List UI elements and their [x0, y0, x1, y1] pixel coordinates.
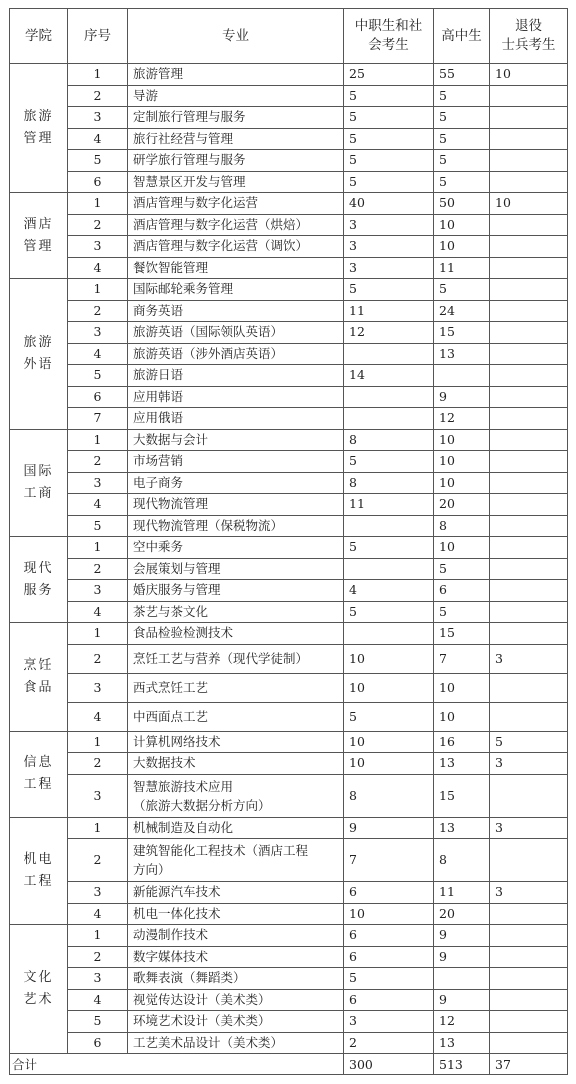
- quota-vocational: 5: [344, 601, 434, 623]
- quota-veteran: [490, 150, 568, 172]
- table-row: [10, 946, 568, 968]
- quota-vocational: [344, 623, 434, 645]
- row-index: 2: [68, 558, 128, 580]
- college-name: 旅游 管理: [10, 64, 68, 193]
- row-index: 1: [68, 64, 128, 86]
- table-row: [10, 1032, 568, 1054]
- row-index: 1: [68, 817, 128, 839]
- major-name: 机电一体化技术: [128, 903, 344, 925]
- row-index: 3: [68, 968, 128, 990]
- table-row: [10, 451, 568, 473]
- quota-highschool: 5: [434, 128, 490, 150]
- header-veteran: 退役 士兵考生: [490, 9, 568, 64]
- quota-highschool: 15: [434, 774, 490, 817]
- quota-highschool: 9: [434, 386, 490, 408]
- total-label: 合计: [10, 1054, 344, 1075]
- table-row: [10, 558, 568, 580]
- row-index: 3: [68, 236, 128, 258]
- table-row: [10, 817, 568, 839]
- quota-highschool: 15: [434, 623, 490, 645]
- quota-highschool: 10: [434, 429, 490, 451]
- total-veteran: 37: [490, 1054, 568, 1075]
- row-index: 6: [68, 386, 128, 408]
- quota-highschool: 10: [434, 451, 490, 473]
- major-name: 茶艺与茶文化: [128, 601, 344, 623]
- quota-vocational: 5: [344, 968, 434, 990]
- header-vocational: 中职生和社 会考生: [344, 9, 434, 64]
- major-name: 现代物流管理（保税物流）: [128, 515, 344, 537]
- quota-vocational: [344, 386, 434, 408]
- quota-veteran: 3: [490, 882, 568, 904]
- major-name: 会展策划与管理: [128, 558, 344, 580]
- header-college: 学院: [10, 9, 68, 64]
- quota-veteran: [490, 472, 568, 494]
- major-name: 研学旅行管理与服务: [128, 150, 344, 172]
- row-index: 1: [68, 537, 128, 559]
- quota-highschool: [434, 968, 490, 990]
- quota-vocational: [344, 343, 434, 365]
- college-name: 信息 工程: [10, 731, 68, 817]
- quota-vocational: 8: [344, 774, 434, 817]
- quota-vocational: 10: [344, 673, 434, 702]
- row-index: 1: [68, 279, 128, 301]
- major-name: 建筑智能化工程技术（酒店工程 方向）: [128, 839, 344, 882]
- quota-veteran: 3: [490, 817, 568, 839]
- row-index: 2: [68, 451, 128, 473]
- quota-vocational: [344, 558, 434, 580]
- quota-highschool: 10: [434, 472, 490, 494]
- quota-vocational: 8: [344, 472, 434, 494]
- table-row: [10, 64, 568, 86]
- table-row: [10, 300, 568, 322]
- quota-highschool: 9: [434, 925, 490, 947]
- quota-veteran: [490, 673, 568, 702]
- quota-vocational: 4: [344, 580, 434, 602]
- quota-highschool: 7: [434, 644, 490, 673]
- row-index: 2: [68, 300, 128, 322]
- quota-vocational: 14: [344, 365, 434, 387]
- major-name: 市场营销: [128, 451, 344, 473]
- college-name: 现代 服务: [10, 537, 68, 623]
- quota-vocational: 10: [344, 903, 434, 925]
- major-name: 旅游日语: [128, 365, 344, 387]
- quota-vocational: 5: [344, 150, 434, 172]
- quota-vocational: 6: [344, 989, 434, 1011]
- quota-highschool: 8: [434, 515, 490, 537]
- quota-veteran: 3: [490, 644, 568, 673]
- quota-vocational: [344, 515, 434, 537]
- quota-vocational: 10: [344, 731, 434, 753]
- table-row: [10, 171, 568, 193]
- row-index: 1: [68, 731, 128, 753]
- major-name: 动漫制作技术: [128, 925, 344, 947]
- header-index: 序号: [68, 9, 128, 64]
- row-index: 1: [68, 429, 128, 451]
- major-name: 西式烹饪工艺: [128, 673, 344, 702]
- quota-vocational: 3: [344, 214, 434, 236]
- quota-veteran: [490, 903, 568, 925]
- table-row: [10, 193, 568, 215]
- quota-veteran: [490, 257, 568, 279]
- quota-veteran: [490, 558, 568, 580]
- quota-vocational: 5: [344, 279, 434, 301]
- college-name: 酒店 管理: [10, 193, 68, 279]
- table-row: [10, 515, 568, 537]
- row-index: 4: [68, 989, 128, 1011]
- quota-vocational: 5: [344, 85, 434, 107]
- college-name: 国际 工商: [10, 429, 68, 537]
- major-name: 计算机网络技术: [128, 731, 344, 753]
- major-name: 机械制造及自动化: [128, 817, 344, 839]
- row-index: 1: [68, 623, 128, 645]
- major-name: 大数据与会计: [128, 429, 344, 451]
- quota-highschool: 10: [434, 214, 490, 236]
- college-name: 机电 工程: [10, 817, 68, 925]
- quota-veteran: [490, 989, 568, 1011]
- quota-veteran: [490, 623, 568, 645]
- quota-vocational: 11: [344, 494, 434, 516]
- table-row: [10, 429, 568, 451]
- major-name: 商务英语: [128, 300, 344, 322]
- quota-highschool: 13: [434, 817, 490, 839]
- quota-highschool: 10: [434, 537, 490, 559]
- row-index: 3: [68, 673, 128, 702]
- table-row: [10, 107, 568, 129]
- quota-veteran: [490, 451, 568, 473]
- quota-highschool: 15: [434, 322, 490, 344]
- major-name: 新能源汽车技术: [128, 882, 344, 904]
- row-index: 2: [68, 85, 128, 107]
- quota-veteran: [490, 214, 568, 236]
- quota-vocational: 5: [344, 702, 434, 731]
- table-row: [10, 537, 568, 559]
- table-row: [10, 601, 568, 623]
- table-row: [10, 644, 568, 673]
- quota-veteran: [490, 300, 568, 322]
- major-name: 数字媒体技术: [128, 946, 344, 968]
- major-name: 中西面点工艺: [128, 702, 344, 731]
- major-name: 酒店管理与数字化运营（调饮）: [128, 236, 344, 258]
- row-index: 3: [68, 882, 128, 904]
- table-row: [10, 343, 568, 365]
- major-name: 国际邮轮乘务管理: [128, 279, 344, 301]
- major-name: 智慧景区开发与管理: [128, 171, 344, 193]
- major-name: 旅行社经营与管理: [128, 128, 344, 150]
- quota-highschool: 9: [434, 946, 490, 968]
- quota-vocational: 3: [344, 236, 434, 258]
- row-index: 2: [68, 214, 128, 236]
- major-name: 定制旅行管理与服务: [128, 107, 344, 129]
- quota-veteran: 3: [490, 753, 568, 775]
- quota-veteran: [490, 236, 568, 258]
- quota-veteran: [490, 537, 568, 559]
- major-name: 旅游英语（国际领队英语）: [128, 322, 344, 344]
- quota-veteran: [490, 1011, 568, 1033]
- row-index: 4: [68, 257, 128, 279]
- total-highschool: 513: [434, 1054, 490, 1075]
- row-index: 6: [68, 171, 128, 193]
- quota-highschool: 5: [434, 107, 490, 129]
- quota-highschool: 5: [434, 601, 490, 623]
- quota-veteran: [490, 386, 568, 408]
- quota-vocational: 10: [344, 644, 434, 673]
- table-row: [10, 150, 568, 172]
- row-index: 3: [68, 472, 128, 494]
- quota-vocational: 3: [344, 257, 434, 279]
- quota-veteran: [490, 107, 568, 129]
- row-index: 2: [68, 753, 128, 775]
- major-name: 智慧旅游技术应用 （旅游大数据分析方向）: [128, 774, 344, 817]
- major-name: 婚庆服务与管理: [128, 580, 344, 602]
- row-index: 4: [68, 494, 128, 516]
- quota-veteran: [490, 128, 568, 150]
- quota-highschool: 10: [434, 236, 490, 258]
- quota-veteran: [490, 1032, 568, 1054]
- table-row: [10, 494, 568, 516]
- college-name: 烹饪 食品: [10, 623, 68, 732]
- major-name: 酒店管理与数字化运营（烘焙）: [128, 214, 344, 236]
- quota-veteran: [490, 580, 568, 602]
- quota-veteran: [490, 429, 568, 451]
- quota-highschool: 50: [434, 193, 490, 215]
- major-name: 酒店管理与数字化运营: [128, 193, 344, 215]
- quota-veteran: [490, 839, 568, 882]
- quota-highschool: 5: [434, 558, 490, 580]
- table-row: [10, 925, 568, 947]
- quota-veteran: [490, 408, 568, 430]
- table-row: [10, 882, 568, 904]
- quota-highschool: 13: [434, 343, 490, 365]
- table-row: [10, 279, 568, 301]
- row-index: 3: [68, 774, 128, 817]
- major-name: 视觉传达设计（美术类）: [128, 989, 344, 1011]
- row-index: 4: [68, 128, 128, 150]
- table-row: [10, 472, 568, 494]
- quota-highschool: 11: [434, 257, 490, 279]
- quota-highschool: 10: [434, 702, 490, 731]
- header-row: [10, 9, 568, 64]
- row-index: 4: [68, 343, 128, 365]
- table-row: [10, 753, 568, 775]
- major-name: 旅游英语（涉外酒店英语）: [128, 343, 344, 365]
- major-name: 现代物流管理: [128, 494, 344, 516]
- major-name: 工艺美术品设计（美术类）: [128, 1032, 344, 1054]
- quota-vocational: 6: [344, 946, 434, 968]
- quota-veteran: [490, 925, 568, 947]
- quota-veteran: [490, 279, 568, 301]
- row-index: 3: [68, 580, 128, 602]
- major-name: 食品检验检测技术: [128, 623, 344, 645]
- quota-vocational: 8: [344, 429, 434, 451]
- major-name: 大数据技术: [128, 753, 344, 775]
- college-name: 文化 艺术: [10, 925, 68, 1054]
- header-highschool: 高中生: [434, 9, 490, 64]
- row-index: 2: [68, 644, 128, 673]
- major-name: 电子商务: [128, 472, 344, 494]
- quota-vocational: 5: [344, 171, 434, 193]
- quota-highschool: 5: [434, 150, 490, 172]
- row-index: 7: [68, 408, 128, 430]
- quota-veteran: [490, 946, 568, 968]
- quota-vocational: 11: [344, 300, 434, 322]
- row-index: 3: [68, 322, 128, 344]
- table-row: [10, 1011, 568, 1033]
- quota-vocational: 40: [344, 193, 434, 215]
- table-row: [10, 731, 568, 753]
- quota-vocational: 7: [344, 839, 434, 882]
- major-name: 餐饮智能管理: [128, 257, 344, 279]
- major-name: 旅游管理: [128, 64, 344, 86]
- quota-vocational: 5: [344, 451, 434, 473]
- quota-vocational: 5: [344, 128, 434, 150]
- quota-veteran: 10: [490, 64, 568, 86]
- quota-veteran: [490, 365, 568, 387]
- quota-veteran: [490, 774, 568, 817]
- quota-highschool: 13: [434, 753, 490, 775]
- row-index: 4: [68, 601, 128, 623]
- table-row: [10, 365, 568, 387]
- quota-highschool: 8: [434, 839, 490, 882]
- quota-highschool: 5: [434, 85, 490, 107]
- quota-highschool: 5: [434, 279, 490, 301]
- table-row: [10, 903, 568, 925]
- table-row: [10, 386, 568, 408]
- row-index: 5: [68, 150, 128, 172]
- quota-vocational: 3: [344, 1011, 434, 1033]
- college-name: 旅游 外语: [10, 279, 68, 430]
- major-name: 空中乘务: [128, 537, 344, 559]
- row-index: 6: [68, 1032, 128, 1054]
- table-row: [10, 702, 568, 731]
- table-row: [10, 257, 568, 279]
- quota-veteran: [490, 601, 568, 623]
- major-name: 应用俄语: [128, 408, 344, 430]
- row-index: 2: [68, 839, 128, 882]
- table-row: [10, 128, 568, 150]
- table-row: [10, 236, 568, 258]
- header-major: 专业: [128, 9, 344, 64]
- quota-vocational: 5: [344, 537, 434, 559]
- row-index: 4: [68, 903, 128, 925]
- enrollment-table-container: [9, 8, 567, 1075]
- table-row: [10, 989, 568, 1011]
- row-index: 5: [68, 365, 128, 387]
- quota-veteran: [490, 171, 568, 193]
- quota-highschool: 11: [434, 882, 490, 904]
- quota-vocational: 25: [344, 64, 434, 86]
- quota-veteran: [490, 343, 568, 365]
- quota-highschool: 6: [434, 580, 490, 602]
- quota-highschool: 20: [434, 494, 490, 516]
- quota-vocational: 5: [344, 107, 434, 129]
- quota-veteran: [490, 702, 568, 731]
- table-row: [10, 623, 568, 645]
- quota-vocational: 6: [344, 925, 434, 947]
- table-row: [10, 85, 568, 107]
- quota-veteran: [490, 494, 568, 516]
- table-row: [10, 673, 568, 702]
- quota-veteran: 10: [490, 193, 568, 215]
- total-vocational: 300: [344, 1054, 434, 1075]
- quota-vocational: 6: [344, 882, 434, 904]
- quota-highschool: 12: [434, 408, 490, 430]
- quota-highschool: 24: [434, 300, 490, 322]
- row-index: 1: [68, 193, 128, 215]
- row-index: 5: [68, 515, 128, 537]
- table-row: [10, 214, 568, 236]
- major-name: 歌舞表演（舞蹈类）: [128, 968, 344, 990]
- quota-vocational: 12: [344, 322, 434, 344]
- quota-highschool: 12: [434, 1011, 490, 1033]
- quota-vocational: 9: [344, 817, 434, 839]
- row-index: 4: [68, 702, 128, 731]
- major-name: 导游: [128, 85, 344, 107]
- table-row: [10, 839, 568, 882]
- table-row: [10, 968, 568, 990]
- table-row: [10, 774, 568, 817]
- major-name: 烹饪工艺与营养（现代学徒制）: [128, 644, 344, 673]
- quota-highschool: 9: [434, 989, 490, 1011]
- quota-veteran: [490, 515, 568, 537]
- major-name: 环境艺术设计（美术类）: [128, 1011, 344, 1033]
- quota-highschool: [434, 365, 490, 387]
- quota-vocational: 10: [344, 753, 434, 775]
- quota-veteran: [490, 85, 568, 107]
- row-index: 1: [68, 925, 128, 947]
- table-row: [10, 322, 568, 344]
- row-index: 2: [68, 946, 128, 968]
- quota-highschool: 13: [434, 1032, 490, 1054]
- table-row: [10, 408, 568, 430]
- quota-highschool: 20: [434, 903, 490, 925]
- row-index: 5: [68, 1011, 128, 1033]
- quota-highschool: 16: [434, 731, 490, 753]
- row-index: 3: [68, 107, 128, 129]
- quota-vocational: 2: [344, 1032, 434, 1054]
- quota-vocational: [344, 408, 434, 430]
- quota-highschool: 10: [434, 673, 490, 702]
- table-row: [10, 580, 568, 602]
- quota-highschool: 55: [434, 64, 490, 86]
- major-name: 应用韩语: [128, 386, 344, 408]
- quota-veteran: 5: [490, 731, 568, 753]
- quota-veteran: [490, 322, 568, 344]
- enrollment-plan-table: [9, 8, 568, 1075]
- quota-veteran: [490, 968, 568, 990]
- total-row: [10, 1054, 568, 1075]
- quota-highschool: 5: [434, 171, 490, 193]
